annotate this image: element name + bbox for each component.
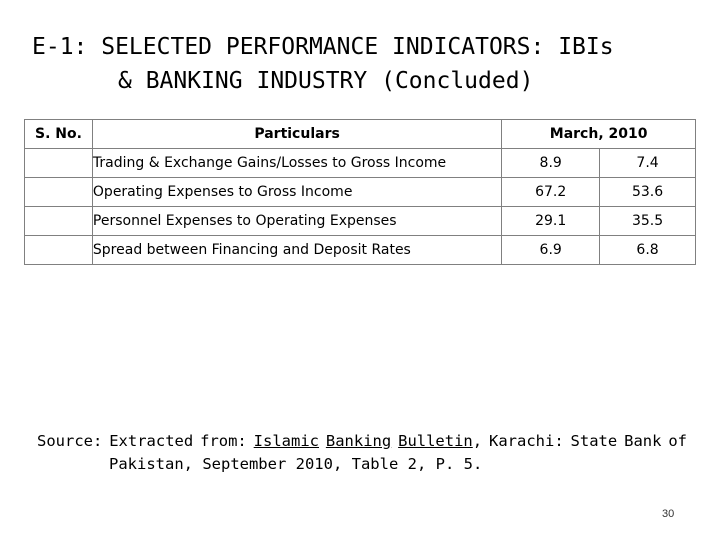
cell-value-1: 6.9 — [502, 236, 600, 265]
source-line-2: Pakistan, September 2010, Table 2, P. 5. — [109, 455, 483, 473]
table-row — [25, 149, 696, 178]
cell-sno — [25, 178, 93, 207]
source-word: Bank — [624, 432, 662, 450]
source-line-1 — [37, 430, 687, 453]
table-row — [25, 207, 696, 236]
cell-particular: Personnel Expenses to Operating Expenses — [92, 207, 501, 236]
indicators-table — [24, 119, 696, 265]
cell-value-1: 8.9 — [502, 149, 600, 178]
header-period: March, 2010 — [502, 120, 696, 149]
cell-particular: Operating Expenses to Gross Income — [92, 178, 501, 207]
source-publication-word: Bulletin — [398, 432, 473, 450]
source-publication-word: Islamic — [253, 432, 319, 450]
source-word: of — [668, 432, 687, 450]
header-particulars: Particulars — [92, 120, 501, 149]
cell-sno — [25, 236, 93, 265]
source-word: Karachi: — [489, 432, 564, 450]
cell-value-2: 35.5 — [600, 207, 696, 236]
source-note — [37, 430, 687, 476]
source-publication-word: Banking — [325, 432, 392, 450]
source-punct: , — [472, 432, 483, 450]
table-header-row — [25, 120, 696, 149]
title-line-2: & BANKING INDUSTRY (Concluded) — [118, 68, 534, 94]
cell-sno — [25, 149, 93, 178]
source-word: State — [570, 432, 618, 450]
page-number: 30 — [662, 508, 675, 520]
cell-particular: Spread between Financing and Deposit Rates — [92, 236, 501, 265]
source-word: from: — [200, 432, 247, 450]
cell-particular: Trading & Exchange Gains/Losses to Gross Income — [92, 149, 501, 178]
cell-value-1: 67.2 — [502, 178, 600, 207]
cell-value-2: 7.4 — [600, 149, 696, 178]
cell-sno — [25, 207, 93, 236]
header-sno: S. No. — [25, 120, 93, 149]
source-word: Extracted — [109, 432, 194, 450]
title-line-1: E-1: SELECTED PERFORMANCE INDICATORS: IBIs — [32, 34, 614, 60]
table-row — [25, 178, 696, 207]
table-row — [25, 236, 696, 265]
cell-value-1: 29.1 — [502, 207, 600, 236]
source-label: Source: — [37, 432, 103, 450]
cell-value-2: 53.6 — [600, 178, 696, 207]
cell-value-2: 6.8 — [600, 236, 696, 265]
